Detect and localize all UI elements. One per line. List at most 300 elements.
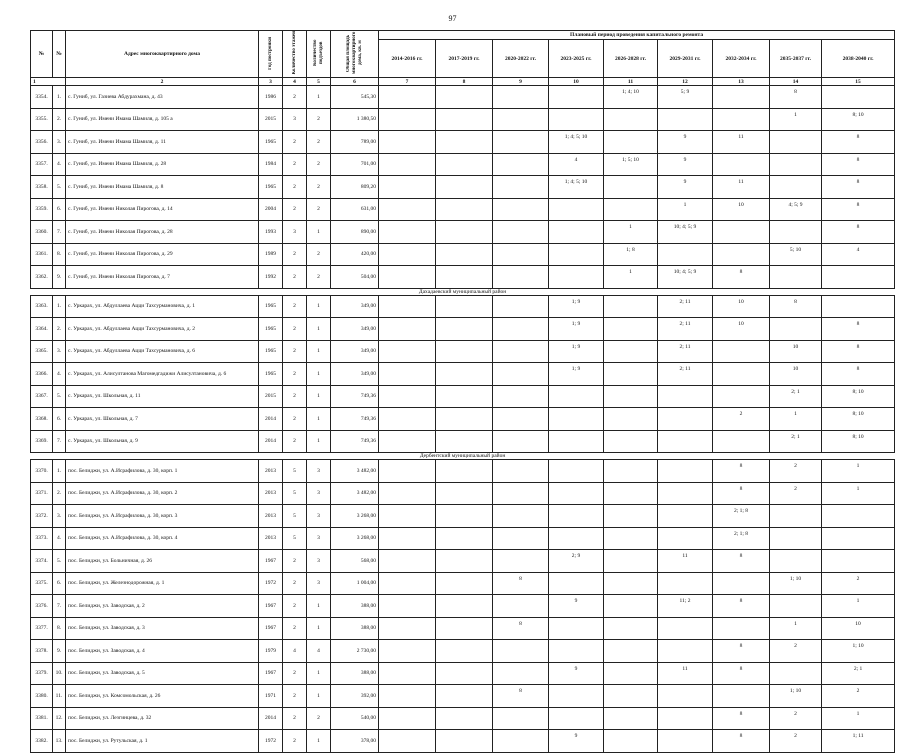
- row-area: 349,00: [331, 340, 379, 363]
- row-area: 1 380,50: [331, 108, 379, 131]
- row-floors: 2: [283, 550, 307, 573]
- period-cell: [493, 460, 549, 483]
- period-cell: [604, 198, 658, 221]
- period-cell: [549, 527, 604, 550]
- period-cell: [379, 266, 436, 289]
- row-subnumber: 7.: [53, 221, 66, 244]
- period-cell: [658, 430, 713, 453]
- row-area: 631,00: [331, 198, 379, 221]
- period-cell: 1; 5; 10: [604, 153, 658, 176]
- row-entrances: 1: [307, 385, 331, 408]
- period-cell: [549, 482, 604, 505]
- period-cell: 5; 9: [658, 86, 713, 109]
- period-cell: [770, 662, 822, 685]
- row-year: 1972: [259, 572, 283, 595]
- column-number: 1: [31, 78, 66, 86]
- row-address: с. Гуниб, ул. Имени Имама Шамиля, д. 11: [66, 131, 259, 154]
- header-period: 2023-2025 гг.: [549, 40, 604, 78]
- row-address: с. Уркарах, ул. Абдуллаева Ацци Тахсурмановича, д. 1: [66, 295, 259, 318]
- row-year: 1967: [259, 617, 283, 640]
- row-address: пос. Белиджи, ул. Больничная, д. 26: [66, 550, 259, 573]
- period-cell: [549, 505, 604, 528]
- period-cell: 1: [822, 595, 895, 618]
- header-floors: Количество этажей: [291, 31, 297, 75]
- row-floors: 2: [283, 430, 307, 453]
- row-year: 2013: [259, 482, 283, 505]
- row-area: 349,00: [331, 318, 379, 341]
- period-cell: [549, 385, 604, 408]
- period-cell: 1; 11: [822, 730, 895, 753]
- row-number: 3366.: [31, 363, 53, 386]
- period-cell: [770, 221, 822, 244]
- row-number: 3360.: [31, 221, 53, 244]
- row-floors: 4: [283, 640, 307, 663]
- header-period: 2029-2031 гг.: [658, 40, 713, 78]
- period-cell: [713, 385, 770, 408]
- period-cell: [436, 617, 493, 640]
- row-number: 3377.: [31, 617, 53, 640]
- table-row: [31, 198, 895, 221]
- row-address: пос. Белиджи, ул. А.Исрафилова, д. 30, корп. 2: [66, 482, 259, 505]
- repair-schedule-table: [30, 30, 895, 753]
- row-floors: 5: [283, 460, 307, 483]
- row-entrances: 2: [307, 243, 331, 266]
- district-row: [31, 288, 895, 295]
- period-cell: [604, 295, 658, 318]
- period-cell: [604, 640, 658, 663]
- period-cell: [379, 221, 436, 244]
- period-cell: [379, 730, 436, 753]
- period-cell: 9: [549, 595, 604, 618]
- row-address: с. Гуниб, ул. Имени Имама Шамиля, д. 28: [66, 153, 259, 176]
- table-row: [31, 707, 895, 730]
- row-entrances: 2: [307, 266, 331, 289]
- period-cell: [549, 108, 604, 131]
- period-cell: 1; 9: [549, 340, 604, 363]
- header-year-cell: [259, 31, 283, 78]
- row-entrances: 1: [307, 617, 331, 640]
- row-number: 3380.: [31, 685, 53, 708]
- period-cell: 1: [604, 221, 658, 244]
- period-cell: [436, 707, 493, 730]
- period-cell: 10; 4; 5; 9: [658, 221, 713, 244]
- table-row: [31, 460, 895, 483]
- row-floors: 2: [283, 176, 307, 199]
- period-cell: 2; 1: [770, 430, 822, 453]
- period-cell: [379, 408, 436, 431]
- row-floors: 2: [283, 86, 307, 109]
- period-cell: [379, 131, 436, 154]
- row-year: 1972: [259, 730, 283, 753]
- row-subnumber: 3.: [53, 131, 66, 154]
- period-cell: 1: [822, 482, 895, 505]
- header-area: Общая площадь многоквартирного дома, кв. м: [345, 31, 363, 75]
- row-year: 1971: [259, 685, 283, 708]
- period-cell: 10: [822, 617, 895, 640]
- period-cell: [604, 662, 658, 685]
- period-cell: [604, 363, 658, 386]
- row-year: 1979: [259, 640, 283, 663]
- period-cell: 8: [713, 482, 770, 505]
- district-name: Дербентский муниципальный район: [419, 453, 506, 459]
- period-cell: 1; 4; 5; 10: [549, 131, 604, 154]
- period-cell: [713, 153, 770, 176]
- row-entrances: 3: [307, 505, 331, 528]
- period-cell: [379, 153, 436, 176]
- period-cell: [436, 318, 493, 341]
- row-year: 1993: [259, 221, 283, 244]
- period-cell: 8: [822, 340, 895, 363]
- period-cell: [713, 685, 770, 708]
- period-cell: [604, 176, 658, 199]
- table-row: [31, 730, 895, 753]
- row-year: 1965: [259, 295, 283, 318]
- period-cell: [493, 527, 549, 550]
- period-cell: [822, 266, 895, 289]
- period-cell: 8: [713, 266, 770, 289]
- period-cell: [713, 340, 770, 363]
- row-year: 1967: [259, 550, 283, 573]
- row-floors: 2: [283, 318, 307, 341]
- period-cell: [604, 408, 658, 431]
- period-cell: [822, 295, 895, 318]
- row-subnumber: 5.: [53, 176, 66, 199]
- period-cell: [493, 595, 549, 618]
- row-entrances: 2: [307, 198, 331, 221]
- row-area: 568,00: [331, 550, 379, 573]
- row-subnumber: 2.: [53, 482, 66, 505]
- period-cell: [658, 408, 713, 431]
- period-cell: [379, 108, 436, 131]
- period-cell: [549, 640, 604, 663]
- row-year: 1989: [259, 243, 283, 266]
- period-cell: [436, 408, 493, 431]
- period-cell: [436, 340, 493, 363]
- row-number: 3367.: [31, 385, 53, 408]
- row-subnumber: 7.: [53, 595, 66, 618]
- table-row: [31, 295, 895, 318]
- period-cell: 10; 4; 5; 9: [658, 266, 713, 289]
- row-floors: 2: [283, 363, 307, 386]
- period-cell: 4: [822, 243, 895, 266]
- row-area: 388,00: [331, 662, 379, 685]
- row-subnumber: 13.: [53, 730, 66, 753]
- period-cell: [658, 385, 713, 408]
- row-address: с. Гуниб, ул. Имени Имама Шамиля, д. 8: [66, 176, 259, 199]
- period-cell: [493, 640, 549, 663]
- row-area: 1 004,00: [331, 572, 379, 595]
- period-cell: [658, 527, 713, 550]
- period-cell: [604, 460, 658, 483]
- header-period: 2014-2016 гг.: [379, 40, 436, 78]
- row-entrances: 1: [307, 685, 331, 708]
- row-subnumber: 12.: [53, 707, 66, 730]
- period-cell: [379, 318, 436, 341]
- period-cell: 8: [822, 176, 895, 199]
- row-address: пос. Белиджи, ул. А.Исрафилова, д. 30, корп. 1: [66, 460, 259, 483]
- period-cell: 11: [658, 550, 713, 573]
- period-cell: [493, 131, 549, 154]
- period-cell: [549, 198, 604, 221]
- header-period: 2032-2034 гг.: [713, 40, 770, 78]
- period-cell: [658, 460, 713, 483]
- period-cell: 8: [713, 662, 770, 685]
- period-cell: [436, 460, 493, 483]
- period-cell: [549, 707, 604, 730]
- period-cell: [436, 86, 493, 109]
- period-cell: 8: [822, 131, 895, 154]
- period-cell: 10: [713, 318, 770, 341]
- period-cell: 9: [658, 176, 713, 199]
- header-area-cell: [331, 31, 379, 78]
- period-cell: [549, 460, 604, 483]
- period-cell: 10: [770, 340, 822, 363]
- row-floors: 2: [283, 572, 307, 595]
- period-cell: [436, 430, 493, 453]
- period-cell: [658, 685, 713, 708]
- period-cell: 8; 10: [822, 408, 895, 431]
- row-address: с. Гуниб, ул. Газиева Абдурахмана, д. 43: [66, 86, 259, 109]
- header-period: 2017-2019 гг.: [436, 40, 493, 78]
- period-cell: [379, 460, 436, 483]
- row-area: 749,36: [331, 430, 379, 453]
- period-cell: [713, 86, 770, 109]
- period-cell: 1: [658, 198, 713, 221]
- period-cell: [379, 340, 436, 363]
- row-entrances: 1: [307, 408, 331, 431]
- column-number: 13: [713, 78, 770, 86]
- period-cell: 2; 1: [822, 662, 895, 685]
- row-entrances: 2: [307, 153, 331, 176]
- period-cell: [770, 153, 822, 176]
- row-year: 2004: [259, 198, 283, 221]
- row-floors: 5: [283, 505, 307, 528]
- period-cell: [549, 617, 604, 640]
- row-year: 1967: [259, 595, 283, 618]
- period-cell: [604, 131, 658, 154]
- period-cell: [493, 550, 549, 573]
- period-cell: 8: [770, 295, 822, 318]
- period-cell: 1; 10: [822, 640, 895, 663]
- period-cell: [379, 385, 436, 408]
- table-row: [31, 363, 895, 386]
- row-area: 388,00: [331, 595, 379, 618]
- period-cell: [822, 86, 895, 109]
- period-cell: 2: [770, 482, 822, 505]
- row-number: 3354.: [31, 86, 53, 109]
- period-cell: [604, 685, 658, 708]
- row-address: с. Уркарах, ул. Алисултанова Магомедгадижи Алисултановича, д. 6: [66, 363, 259, 386]
- table-body: [31, 78, 895, 753]
- table-row: [31, 595, 895, 618]
- row-number: 3358.: [31, 176, 53, 199]
- period-cell: [436, 595, 493, 618]
- period-cell: 1: [604, 266, 658, 289]
- period-cell: [549, 86, 604, 109]
- row-entrances: 1: [307, 340, 331, 363]
- period-cell: 8: [822, 221, 895, 244]
- row-number: 3355.: [31, 108, 53, 131]
- row-entrances: 1: [307, 295, 331, 318]
- row-year: 1965: [259, 131, 283, 154]
- period-cell: [436, 730, 493, 753]
- column-number: 11: [604, 78, 658, 86]
- row-floors: 2: [283, 243, 307, 266]
- period-cell: 2; 11: [658, 295, 713, 318]
- row-subnumber: 10.: [53, 662, 66, 685]
- period-cell: [436, 243, 493, 266]
- row-entrances: 2: [307, 176, 331, 199]
- period-cell: [493, 176, 549, 199]
- row-number: 3376.: [31, 595, 53, 618]
- table-row: [31, 176, 895, 199]
- row-floors: 2: [283, 408, 307, 431]
- row-area: 545,30: [331, 86, 379, 109]
- period-cell: [436, 176, 493, 199]
- period-cell: 8: [493, 685, 549, 708]
- column-number: 4: [283, 78, 307, 86]
- row-entrances: 2: [307, 108, 331, 131]
- period-cell: [604, 482, 658, 505]
- period-cell: [379, 430, 436, 453]
- period-cell: [493, 108, 549, 131]
- row-subnumber: 5.: [53, 550, 66, 573]
- table-row: [31, 243, 895, 266]
- period-cell: 11; 2: [658, 595, 713, 618]
- row-area: 504,00: [331, 266, 379, 289]
- row-area: 890,00: [331, 221, 379, 244]
- table-row: [31, 131, 895, 154]
- period-cell: [713, 221, 770, 244]
- period-cell: 8: [713, 640, 770, 663]
- row-floors: 2: [283, 617, 307, 640]
- period-cell: [493, 408, 549, 431]
- row-area: 809,20: [331, 176, 379, 199]
- period-cell: [770, 131, 822, 154]
- row-year: 2013: [259, 505, 283, 528]
- period-cell: 11: [713, 176, 770, 199]
- column-number: 14: [770, 78, 822, 86]
- row-entrances: 1: [307, 662, 331, 685]
- row-floors: 2: [283, 266, 307, 289]
- row-subnumber: 6.: [53, 198, 66, 221]
- period-cell: [493, 221, 549, 244]
- row-entrances: 2: [307, 131, 331, 154]
- period-cell: [604, 340, 658, 363]
- row-number: 3369.: [31, 430, 53, 453]
- column-number: 8: [436, 78, 493, 86]
- period-cell: [770, 505, 822, 528]
- table-row: [31, 640, 895, 663]
- table-row: [31, 153, 895, 176]
- period-cell: 8: [770, 86, 822, 109]
- table-row: [31, 318, 895, 341]
- row-number: 3361.: [31, 243, 53, 266]
- table-row: [31, 266, 895, 289]
- period-cell: [379, 640, 436, 663]
- period-cell: [379, 662, 436, 685]
- column-number: 5: [307, 78, 331, 86]
- period-cell: [436, 108, 493, 131]
- period-cell: [493, 430, 549, 453]
- period-cell: [493, 385, 549, 408]
- table-row: [31, 550, 895, 573]
- table-row: [31, 408, 895, 431]
- period-cell: 11: [658, 662, 713, 685]
- row-subnumber: 6.: [53, 408, 66, 431]
- period-cell: [379, 482, 436, 505]
- period-cell: [493, 363, 549, 386]
- row-floors: 2: [283, 385, 307, 408]
- period-cell: [436, 572, 493, 595]
- row-floors: 2: [283, 131, 307, 154]
- period-cell: [658, 108, 713, 131]
- row-year: 1965: [259, 340, 283, 363]
- row-subnumber: 1.: [53, 295, 66, 318]
- period-cell: [658, 572, 713, 595]
- period-cell: [604, 527, 658, 550]
- column-number: 10: [549, 78, 604, 86]
- period-cell: [493, 505, 549, 528]
- row-subnumber: 2.: [53, 108, 66, 131]
- period-cell: [436, 153, 493, 176]
- period-cell: [604, 550, 658, 573]
- row-number: 3359.: [31, 198, 53, 221]
- row-year: 2015: [259, 108, 283, 131]
- period-cell: [549, 243, 604, 266]
- period-cell: [379, 595, 436, 618]
- row-address: пос. Белиджи, ул. Заводская, д. 2: [66, 595, 259, 618]
- period-cell: [436, 295, 493, 318]
- period-cell: [822, 550, 895, 573]
- period-cell: [379, 685, 436, 708]
- period-cell: [493, 266, 549, 289]
- period-cell: [379, 617, 436, 640]
- period-cell: [436, 550, 493, 573]
- row-subnumber: 4.: [53, 527, 66, 550]
- period-cell: 4; 5; 9: [770, 198, 822, 221]
- header-address: Адрес многоквартирного дома: [66, 31, 259, 78]
- row-number: 3365.: [31, 340, 53, 363]
- row-subnumber: 5.: [53, 385, 66, 408]
- row-address: пос. Белиджи, ул. Заводская, д. 3: [66, 617, 259, 640]
- row-address: пос. Белиджи, ул. Лезгинцева, д. 32: [66, 707, 259, 730]
- row-year: 2014: [259, 707, 283, 730]
- row-floors: 2: [283, 340, 307, 363]
- row-area: 3 268,00: [331, 505, 379, 528]
- row-number: 3381.: [31, 707, 53, 730]
- period-cell: 1; 9: [549, 363, 604, 386]
- row-year: 1965: [259, 176, 283, 199]
- period-cell: [436, 505, 493, 528]
- column-number: 3: [259, 78, 283, 86]
- period-cell: 8: [822, 363, 895, 386]
- period-cell: [658, 505, 713, 528]
- row-subnumber: 6.: [53, 572, 66, 595]
- period-cell: 2: [822, 572, 895, 595]
- period-cell: 2: [770, 730, 822, 753]
- row-number: 3378.: [31, 640, 53, 663]
- row-address: с. Гуниб, ул. Имени Имама Шамиля, д. 105 а: [66, 108, 259, 131]
- row-number: 3368.: [31, 408, 53, 431]
- period-cell: 1: [822, 460, 895, 483]
- row-year: 1967: [259, 662, 283, 685]
- district-cell: [31, 288, 895, 295]
- period-cell: 9: [658, 131, 713, 154]
- row-number: 3362.: [31, 266, 53, 289]
- row-number: 3363.: [31, 295, 53, 318]
- period-cell: [822, 527, 895, 550]
